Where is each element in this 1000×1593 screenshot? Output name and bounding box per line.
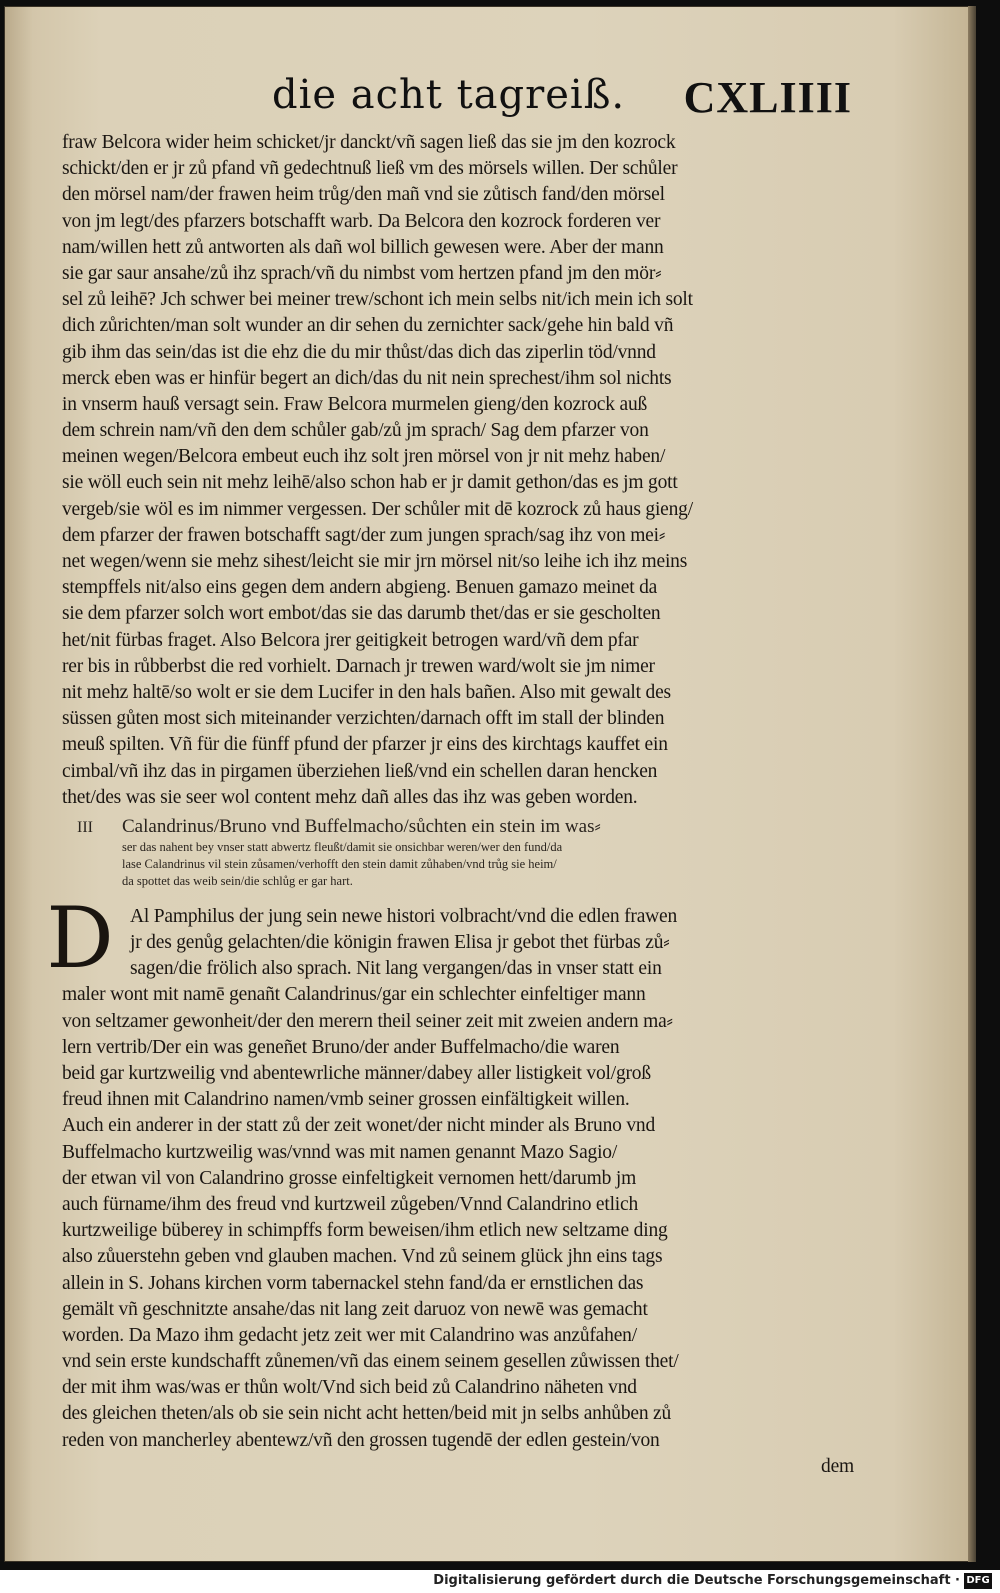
summary-line-text: Calandrinus/Bruno vnd Buffelmacho/sůchten ein stein im was⸗ [122,815,601,837]
chapter-number: III [77,818,93,836]
summary-line: ser das nahent bey vnser statt abwertz fleußt/damit sie onsichbar weren/wer den fund/da [122,839,563,854]
text-line: nam/willen hett zů antworten als dañ wol billich gewesen were. Aber der mann [62,236,664,258]
text-line: Buffelmacho kurtzweilig was/vnnd was mit namen genannt Mazo Sagio/ [62,1141,618,1163]
footer-bar [0,1570,1000,1593]
text-line: rer bis in růbberbst die red vorhielt. Darnach jr trewen ward/wolt sie jm nimer [62,655,655,677]
text-line: in vnserm hauß versagt sein. Fraw Belcora murmelen gieng/den kozrock auß [62,393,648,415]
chapter-summary [62,815,854,890]
text-line: meuß spilten. Vñ für die fünff pfund der pfarzer jr eins des kirchtags kauffet ein [62,734,668,756]
text-line: gib ihm das sein/das ist die ehz die du mir thůst/das dich das ziperlin töd/vnnd [62,341,656,363]
text-line: dem pfarzer der frawen botschafft sagt/der zum jungen sprach/sag ihz von mei⸗ [62,524,666,546]
text-indented-lines [62,904,854,983]
text-after-chapter [62,982,854,1453]
text-line: thet/des was sie seer wol content mehz dañ alles das ihz was geben worden. [62,786,638,808]
text-line: sie wöll euch sein nit mehz leihē/also schon hab er jr damit gethon/das es jm gott [62,472,678,494]
text-line: fraw Belcora wider heim schicket/jr danckt/vñ sagen ließ das sie jm den kozrock [62,132,676,153]
text-line: jr des genůg gelachten/die königin frawen Elisa jr gebot thet fürbas zů⸗ [130,932,670,954]
text-line: den mörsel nam/der frawen heim trůg/den mañ vnd sie zůtisch fand/den mörsel [62,184,665,206]
text-line: dem schrein nam/vñ den dem schůler gab/zů jm sprach/ Sag dem pfarzer von [62,420,649,442]
text-line: vnd sein erste kundschafft zůnemen/vñ das einem seinem gesellen zůwissen thet/ [62,1351,679,1373]
footer-credit: Digitalisierung gefördert durch die Deutsche Forschungsgemeinschaft · [433,1573,960,1588]
catchword: dem [821,1455,854,1477]
text-line: merck eben was er hinfür begert an dich/das du nit nein sprechest/ihm sol nichts [62,367,672,389]
text-line: beid gar kurtzweilig vnd abentewrliche männer/dabey aller listigkeit vol/groß [62,1063,651,1084]
text-line: sie gar saur ansahe/zů ihz sprach/vñ du nimbst vom hertzen pfand jm den mör⸗ [62,262,662,284]
text-line: gemält vñ geschnitzte ansahe/das nit lang zeit daruoz von newē was gemacht [62,1298,648,1320]
running-title: die acht tagreiß. [272,72,626,118]
text-line: cimbal/vñ ihz das in pirgamen überziehen ließ/vnd ein schellen daran hencken [62,760,658,782]
text-line: Auch ein anderer in der statt zů der zeit wonet/der nicht minder als Bruno vnd [62,1115,656,1137]
book-page [4,6,970,1562]
text-line: het/nit fürbas fraget. Also Belcora jrer geitigkeit betrogen ward/vñ dem pfar [62,629,639,651]
text-line: net wegen/wenn sie mehz sihest/leicht sie mir jrn mörsel nit/so leihe ich ihz meins [62,551,688,572]
chapter-opening [46,888,854,987]
dfg-logo: DFG [964,1573,992,1589]
text-line: dich zůrichten/man solt wunder an dir sehen du zernichter sack/gehe hin bald vñ [62,315,674,337]
text-line: lern vertrib/Der ein was geneñet Bruno/der ander Buffelmacho/die waren [62,1036,620,1058]
text-line: reden von mancherley abentewz/vñ den grossen tugendē der edlen gestein/von [62,1429,660,1451]
text-line: kurtzweilige büberey in schimpffs form beweisen/ihm etlich new seltzame ding [62,1220,668,1242]
text-line: nit mehz haltē/so wolt er sie dem Lucifer in den hals bañen. Also mit gewalt des [62,681,671,703]
page-header [4,72,970,124]
text-line: sie dem pfarzer solch wort embot/das sie das darumb thet/das er sie gescholten [62,603,661,625]
text-line: süssen gůten most sich miteinander verzichten/darnach offt im stall der blinden [62,708,665,730]
text-line: also zůuerstehn geben vnd glauben machen. Vnd zů seinem glück jhn eins tags [62,1246,663,1268]
main-text [46,130,854,1480]
summary-line: lase Calandrinus vil stein zůsamen/verhofft den stein damit zůhaben/vnd trůg sie heim/ [122,856,557,871]
text-line: schickt/den er jr zů pfand vñ gedechtnuß ließ vm des mörsels willen. Der schůler [62,158,678,180]
text-before-chapter [62,130,854,811]
text-line: auch fürname/ihm des freud vnd kurtzweil zůgeben/Vnnd Calandrino etlich [62,1193,639,1215]
text-line: maler wont mit namē genañt Calandrinus/gar ein schlechter einfeltiger mann [62,984,646,1006]
drop-cap-initial: D [46,888,114,987]
folio-number: CXLIIII [683,73,852,122]
text-line: vergeb/sie wöl es im nimmer vergessen. Der schůler mit dē kozrock zů haus gieng/ [62,498,693,520]
text-line: des gleichen theten/als ob sie sein nicht acht hetten/beid mit jn selbs anhůben zů [62,1403,672,1425]
text-line: worden. Da Mazo ihm gedacht jetz zeit wer mit Calandrino was anzůfahen/ [62,1324,637,1346]
summary-line [62,815,854,839]
text-line: sel zů leihē? Jch schwer bei meiner trew/schont ich mein selbs nit/ich mein ich solt [62,289,693,311]
text-line: meinen wegen/Belcora embeut euch ihz solt jren mörsel von jr nit mehz haben/ [62,446,666,468]
text-line: sagen/die frölich also sprach. Nit lang vergangen/das in vnser statt ein [130,958,662,980]
text-line: der mit ihm was/was er thůn wolt/Vnd sich beid zů Calandrino näheten vnd [62,1377,637,1399]
text-line: stempffels nit/also eins gegen dem andern abgieng. Benuen gamazo meinet da [62,577,658,599]
text-line: von jm legt/des pfarzers botschafft warb. Da Belcora den kozrock forderen ver [62,210,661,232]
text-line: Al Pamphilus der jung sein newe histori volbracht/vnd die edlen frawen [130,905,678,927]
text-line: von seltzamer gewonheit/der den merern theil seiner zeit mit zweien andern ma⸗ [62,1010,673,1032]
text-line: allein in S. Johans kirchen vorm tabernackel stehn fand/da er ernstlichen das [62,1272,644,1294]
page-edge [968,6,976,1562]
summary-line: da spottet das weib sein/die schlůg er gar hart. [122,873,353,888]
text-line: der etwan vil von Calandrino grosse einfeltigkeit vernomen hett/darumb jm [62,1167,637,1189]
text-line: freud ihnen mit Calandrino namen/vmb seiner grossen einfältigkeit willen. [62,1089,630,1111]
